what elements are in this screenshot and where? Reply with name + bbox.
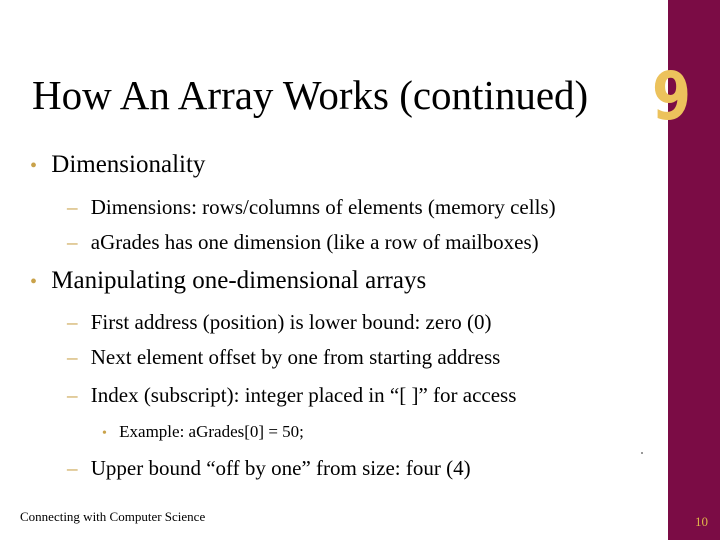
bullet-text: Dimensions: rows/columns of elements (memory cells) bbox=[90, 195, 556, 219]
dash-icon: – bbox=[67, 383, 78, 407]
dash-icon: – bbox=[67, 195, 78, 219]
stray-dot bbox=[641, 452, 643, 454]
sub-bullet-item bbox=[67, 344, 500, 370]
footer-text: Connecting with Computer Science bbox=[20, 509, 206, 524]
sub-bullet-item bbox=[67, 455, 471, 481]
sub-bullet-item bbox=[67, 382, 516, 408]
dash-icon: – bbox=[67, 230, 78, 254]
page-number: 10 bbox=[695, 514, 708, 529]
bullet-dot-icon: • bbox=[102, 426, 107, 441]
bullet-text: aGrades has one dimension (like a row of mailboxes) bbox=[90, 230, 539, 254]
sub-bullet-item bbox=[67, 229, 539, 255]
bullet-item bbox=[30, 266, 426, 297]
sub-sub-bullet-item bbox=[102, 421, 304, 445]
sub-bullet-item bbox=[67, 194, 556, 220]
dash-icon: – bbox=[67, 310, 78, 334]
dash-icon: – bbox=[67, 456, 78, 480]
bullet-dot-icon: • bbox=[30, 271, 38, 293]
sub-bullet-item bbox=[67, 309, 491, 335]
bullet-text: Next element offset by one from starting address bbox=[90, 345, 501, 369]
bullet-text: Dimensionality bbox=[51, 151, 206, 178]
bullet-text: Upper bound “off by one” from size: four (4) bbox=[90, 456, 471, 480]
bullet-item bbox=[30, 150, 205, 181]
dash-icon: – bbox=[67, 345, 78, 369]
bullet-dot-icon: • bbox=[30, 155, 38, 177]
slide-title: How An Array Works (continued) bbox=[32, 72, 589, 118]
bullet-text: First address (position) is lower bound: zero (0) bbox=[90, 310, 492, 334]
chapter-number: 9 bbox=[652, 58, 692, 135]
bullet-text: Example: aGrades[0] = 50; bbox=[119, 422, 304, 441]
bullet-text: Manipulating one-dimensional arrays bbox=[51, 267, 427, 294]
bullet-text: Index (subscript): integer placed in “[ ]” for access bbox=[90, 383, 517, 407]
